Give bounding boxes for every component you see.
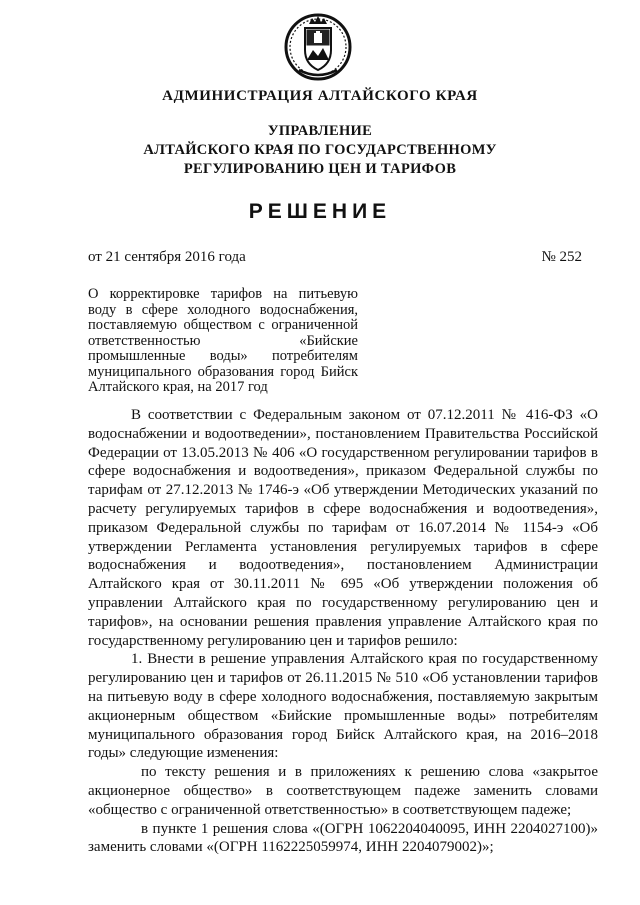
document-type-title: РЕШЕНИЕ <box>248 200 392 223</box>
document-subject: О корректировке тарифов на питьевую воду в сфере холодного водоснабжения, поставляемую обществом с ограниченной ответственностью «Бийские промышленные воды» потребителям муниципального образования город Бийск Алтайского края, на 2017 год <box>88 286 358 395</box>
document-date: от 21 сентября 2016 года <box>88 249 246 265</box>
body-paragraph: в пункте 1 решения слова «(ОГРН 1062204040095, ИНН 2204027100)» заменить словами «(ОГРН 1162225059974, ИНН 2204079002)»; <box>88 820 598 856</box>
body-paragraph: В соответствии с Федеральным законом от 07.12.2011 № 416-ФЗ «О водоснабжении и водоотведении», постановлением Правительства Российской Федерации от 13.05.2013 № 406 «О государственном регулировании тарифов в сфере водоснабжения и водоотведения», приказом Федеральной службы по тарифам от 27.12.2013 № 1746-э «Об утверждении Методических указаний по расчету регулируемых тарифов в сфере водоснабжения и водоотведения», приказом Федеральной службы по тарифам от 16.07.2014 № 1154-э «Об утверждении Регламента установления регулируемых тарифов в сфере водоснабжения и водоотведения», постановлением Администрации Алтайского края от 30.11.2011 № 695 «Об утверждении положения об управлении Алтайского края по государственному регулированию цен и тарифов», на основании решения правления управление Алтайского края по государственному регулированию цен и тарифов решило: <box>88 407 598 649</box>
document-number: № 252 <box>541 249 582 265</box>
body-paragraph: по тексту решения и в приложениях к решению слова «закрытое акционерное общество» в соответствующем падеже заменить словами «общество с ограниченной ответственностью» в соответствующем падеже; <box>88 764 598 818</box>
organization-title: АДМИНИСТРАЦИЯ АЛТАЙСКОГО КРАЯ <box>162 88 478 104</box>
department-line: РЕГУЛИРОВАНИЮ ЦЕН И ТАРИФОВ <box>183 161 457 177</box>
body-paragraph: 1. Внести в решение управления Алтайского края по государственному регулированию цен и тарифов от 26.11.2015 № 510 «Об установлении тарифов на питьевую воду в сфере холодного водоснабжения, поставляемую закрытым акционерным обществом «Бийские промышленные воды» потребителям муниципального образования город Бийск Алтайского края, на 2016–2018 годы» следующие изменения: <box>88 651 598 762</box>
department-line: АЛТАЙСКОГО КРАЯ ПО ГОСУДАРСТВЕННОМУ <box>143 142 497 158</box>
document-body <box>88 406 598 857</box>
coat-of-arms-icon <box>283 12 353 82</box>
department-title <box>0 122 640 179</box>
department-line: УПРАВЛЕНИЕ <box>267 123 373 139</box>
